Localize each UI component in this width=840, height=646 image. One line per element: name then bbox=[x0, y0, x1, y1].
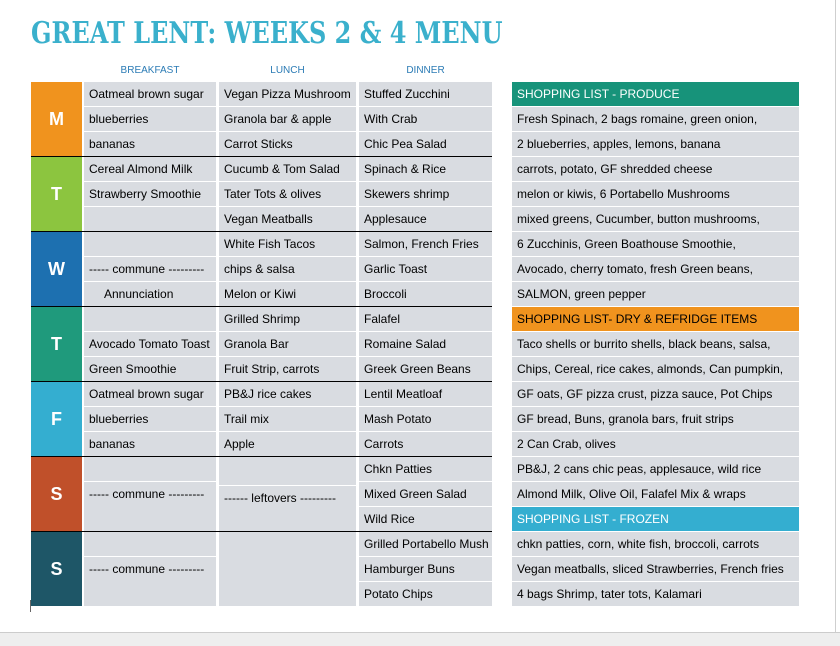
meal-item: Green Smoothie bbox=[84, 356, 216, 381]
meal-item: Trail mix bbox=[219, 406, 356, 431]
meal-item: Hamburger Buns bbox=[359, 556, 492, 581]
commune-note: ----- commune --------- bbox=[84, 256, 216, 281]
meal-item: Grilled Shrimp bbox=[224, 312, 301, 326]
lunch-cell bbox=[219, 382, 356, 456]
meal-item bbox=[84, 206, 216, 231]
dinner-cell bbox=[359, 232, 492, 306]
meal-item: Lentil Meatloaf bbox=[364, 387, 443, 401]
shopping-item: Vegan meatballs, sliced Strawberries, French fries bbox=[512, 557, 799, 581]
column-header-breakfast: BREAKFAST bbox=[120, 65, 180, 76]
meal-item: Romaine Salad bbox=[359, 331, 492, 356]
meal-item: bananas bbox=[84, 431, 216, 456]
meal-item: Strawberry Smoothie bbox=[84, 181, 216, 206]
meal-item: Carrot Sticks bbox=[219, 131, 356, 156]
column-header-dinner: DINNER bbox=[406, 65, 445, 76]
day-row bbox=[31, 456, 492, 531]
shopping-item: 6 Zucchinis, Green Boathouse Smoothie, bbox=[512, 232, 799, 256]
shopping-frozen-heading: SHOPPING LIST - FROZEN bbox=[512, 507, 799, 531]
meal-item: Granola Bar bbox=[219, 331, 356, 356]
shopping-item: chkn patties, corn, white fish, broccoli, carrots bbox=[512, 532, 799, 556]
shopping-item: PB&J, 2 cans chic peas, applesauce, wild rice bbox=[512, 457, 799, 481]
shopping-item: carrots, potato, GF shredded cheese bbox=[512, 157, 799, 181]
meal-item: Mash Potato bbox=[359, 406, 492, 431]
meal-item: PB&J rice cakes bbox=[224, 387, 312, 401]
meal-item: Potato Chips bbox=[359, 581, 492, 606]
meal-table bbox=[31, 82, 492, 606]
shopping-item: GF bread, Buns, granola bars, fruit strips bbox=[512, 407, 799, 431]
meal-item: Granola bar & apple bbox=[219, 106, 356, 131]
meal-item: Applesauce bbox=[359, 206, 492, 231]
dinner-cell bbox=[359, 307, 492, 381]
meal-item: Cucumb & Tom Salad bbox=[224, 162, 340, 176]
breakfast-cell bbox=[84, 382, 216, 456]
meal-item: Falafel bbox=[364, 312, 401, 326]
commune-note: ----- commune --------- bbox=[84, 556, 216, 581]
meal-item: blueberries bbox=[84, 106, 216, 131]
day-row bbox=[31, 306, 492, 381]
day-row bbox=[31, 231, 492, 306]
meal-item: bananas bbox=[84, 131, 216, 156]
dinner-cell bbox=[359, 82, 492, 156]
lunch-cell bbox=[219, 457, 356, 531]
meal-item: White Fish Tacos bbox=[224, 237, 316, 251]
day-letter: W bbox=[31, 232, 82, 306]
lunch-cell bbox=[219, 232, 356, 306]
breakfast-cell bbox=[84, 82, 216, 156]
day-letter: S bbox=[31, 457, 82, 531]
meal-item: Grilled Portabello Mush bbox=[364, 537, 489, 551]
dinner-cell bbox=[359, 457, 492, 531]
breakfast-cell bbox=[84, 232, 216, 306]
page-edge bbox=[835, 0, 836, 632]
dinner-cell bbox=[359, 157, 492, 231]
shopping-item: mixed greens, Cucumber, button mushrooms, bbox=[512, 207, 799, 231]
meal-item: Chic Pea Salad bbox=[359, 131, 492, 156]
meal-item: Greek Green Beans bbox=[359, 356, 492, 381]
shopping-produce-heading: SHOPPING LIST - PRODUCE bbox=[512, 82, 799, 106]
meal-item: Broccoli bbox=[359, 281, 492, 306]
column-header-lunch: LUNCH bbox=[270, 65, 305, 76]
shopping-item: GF oats, GF pizza crust, pizza sauce, Pot Chips bbox=[512, 382, 799, 406]
day-letter: S bbox=[31, 532, 82, 606]
meal-item: Vegan Meatballs bbox=[219, 206, 356, 231]
meal-item: Skewers shrimp bbox=[359, 181, 492, 206]
page-title: GREAT LENT: WEEKS 2 & 4 MENU bbox=[31, 16, 503, 51]
day-letter: F bbox=[31, 382, 82, 456]
lunch-cell bbox=[219, 532, 356, 606]
shopping-item: Chips, Cereal, rice cakes, almonds, Can pumpkin, bbox=[512, 357, 799, 381]
shopping-item: 2 blueberries, apples, lemons, banana bbox=[512, 132, 799, 156]
shopping-item: melon or kiwis, 6 Portabello Mushrooms bbox=[512, 182, 799, 206]
meal-item: Stuffed Zucchini bbox=[364, 87, 450, 101]
lunch-cell bbox=[219, 157, 356, 231]
meal-item: Cereal Almond Milk bbox=[89, 162, 193, 176]
shopping-list bbox=[512, 82, 799, 607]
meal-item: Spinach & Rice bbox=[364, 162, 447, 176]
day-row bbox=[31, 381, 492, 456]
meal-item: Vegan Pizza Mushroom bbox=[224, 87, 351, 101]
shopping-item: 4 bags Shrimp, tater tots, Kalamari bbox=[512, 582, 799, 606]
breakfast-cell bbox=[84, 457, 216, 531]
breakfast-cell bbox=[84, 307, 216, 381]
page-bottom-edge bbox=[0, 632, 840, 646]
meal-item: chips & salsa bbox=[219, 256, 356, 281]
margin-rule bbox=[30, 600, 31, 612]
feast-note: Annunciation bbox=[84, 281, 216, 306]
shopping-item: Almond Milk, Olive Oil, Falafel Mix & wraps bbox=[512, 482, 799, 506]
day-row bbox=[31, 82, 492, 156]
meal-item: With Crab bbox=[359, 106, 492, 131]
day-letter: T bbox=[31, 307, 82, 381]
breakfast-cell bbox=[84, 532, 216, 606]
leftovers-note: ------ leftovers --------- bbox=[219, 485, 356, 510]
day-letter: M bbox=[31, 82, 82, 156]
meal-item: Wild Rice bbox=[359, 506, 492, 531]
day-row bbox=[31, 531, 492, 606]
meal-item bbox=[84, 307, 216, 331]
shopping-item: Taco shells or burrito shells, black beans, salsa, bbox=[512, 332, 799, 356]
shopping-item: Fresh Spinach, 2 bags romaine, green onion, bbox=[512, 107, 799, 131]
meal-item: Fruit Strip, carrots bbox=[219, 356, 356, 381]
shopping-item: Avocado, cherry tomato, fresh Green beans, bbox=[512, 257, 799, 281]
meal-item: Chkn Patties bbox=[364, 462, 433, 476]
meal-item: Oatmeal brown sugar bbox=[89, 387, 204, 401]
breakfast-cell bbox=[84, 157, 216, 231]
meal-item: Apple bbox=[219, 431, 356, 456]
meal-item: Salmon, French Fries bbox=[364, 237, 479, 251]
meal-item: Tater Tots & olives bbox=[219, 181, 356, 206]
meal-item: Melon or Kiwi bbox=[219, 281, 356, 306]
shopping-item: SALMON, green pepper bbox=[512, 282, 799, 306]
lunch-cell bbox=[219, 307, 356, 381]
dinner-cell bbox=[359, 532, 492, 606]
day-row bbox=[31, 156, 492, 231]
shopping-dry-heading: SHOPPING LIST- DRY & REFRIDGE ITEMS bbox=[512, 307, 799, 331]
lunch-cell bbox=[219, 82, 356, 156]
dinner-cell bbox=[359, 382, 492, 456]
meal-item: Carrots bbox=[359, 431, 492, 456]
shopping-item: 2 Can Crab, olives bbox=[512, 432, 799, 456]
meal-item: Garlic Toast bbox=[359, 256, 492, 281]
meal-item: blueberries bbox=[84, 406, 216, 431]
meal-item: Avocado Tomato Toast bbox=[84, 331, 216, 356]
day-letter: T bbox=[31, 157, 82, 231]
meal-item: Oatmeal brown sugar bbox=[89, 87, 204, 101]
meal-item: Mixed Green Salad bbox=[359, 481, 492, 506]
commune-note: ----- commune --------- bbox=[84, 481, 216, 506]
